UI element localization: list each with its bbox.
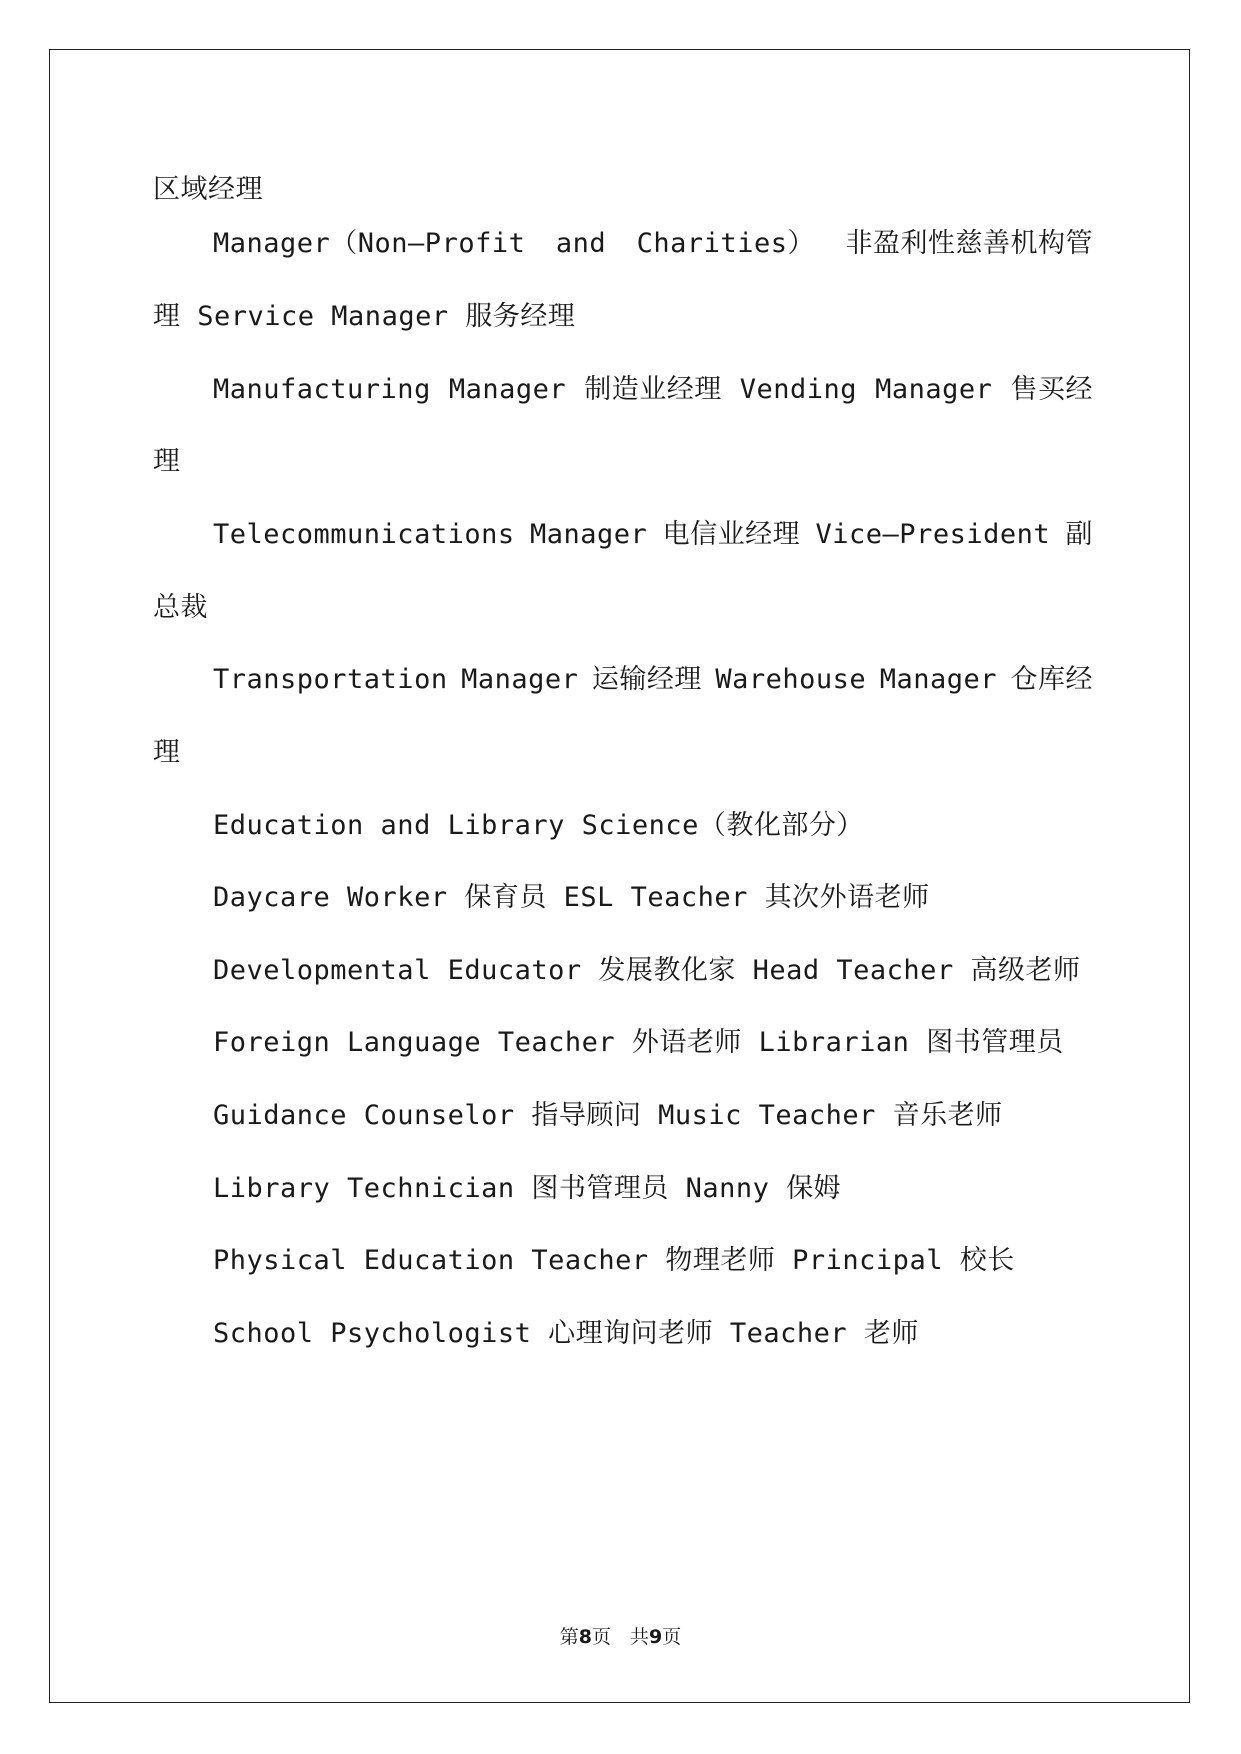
text-line-justified bbox=[213, 372, 1093, 408]
word: Manager bbox=[461, 664, 579, 695]
word: 运输经理 bbox=[591, 664, 702, 695]
text-line: 理 bbox=[153, 737, 181, 768]
word: Transportation bbox=[213, 664, 448, 695]
word: Manager bbox=[448, 374, 567, 405]
text-line: 总裁 bbox=[153, 592, 208, 623]
footer-suffix: 页 bbox=[662, 1626, 682, 1648]
word: Charities） bbox=[636, 228, 815, 259]
word: Vice—President bbox=[815, 519, 1051, 550]
word: Telecommunications bbox=[213, 519, 515, 550]
text-line: 理 Service Manager 服务经理 bbox=[153, 301, 576, 332]
text-line: Daycare Worker 保育员 ESL Teacher 其次外语老师 bbox=[213, 882, 930, 913]
section-heading: Education and Library Science（教化部分） bbox=[213, 810, 864, 841]
word: Manager（Non—Profit bbox=[213, 228, 526, 259]
word: 电信业经理 bbox=[662, 519, 801, 550]
word: Manager bbox=[879, 664, 997, 695]
word: 仓库经 bbox=[1010, 664, 1093, 695]
text-line: Guidance Counselor 指导顾问 Music Teacher 音乐老师 bbox=[213, 1100, 1003, 1131]
text-line-justified bbox=[213, 662, 1093, 698]
text-line: Foreign Language Teacher 外语老师 Librarian 图书管理员 bbox=[213, 1027, 1064, 1058]
word: 副 bbox=[1065, 519, 1093, 550]
text-line-justified bbox=[213, 517, 1093, 553]
word: Manufacturing bbox=[213, 374, 431, 405]
page-border bbox=[49, 49, 1190, 1703]
word: Manager bbox=[875, 374, 993, 405]
total-pages-number: 9 bbox=[649, 1626, 663, 1648]
text-line-justified bbox=[213, 226, 1093, 262]
word: and bbox=[555, 228, 607, 259]
text-line: 理 bbox=[153, 446, 181, 477]
footer-prefix: 第 bbox=[559, 1626, 579, 1648]
text-line: 区域经理 bbox=[153, 174, 263, 205]
current-page-number: 8 bbox=[578, 1626, 592, 1648]
word: 非盈利性慈善机构管 bbox=[845, 228, 1093, 259]
page-footer bbox=[0, 1622, 1241, 1649]
footer-mid: 页 共 bbox=[591, 1626, 649, 1648]
word: Manager bbox=[529, 519, 648, 550]
word: 售买经 bbox=[1010, 374, 1093, 405]
word: Warehouse bbox=[715, 664, 867, 695]
text-line: Physical Education Teacher 物理老师 Principal 校长 bbox=[213, 1245, 1015, 1276]
text-line: Developmental Educator 发展教化家 Head Teacher 高级老师 bbox=[213, 955, 1081, 986]
text-line: Library Technician 图书管理员 Nanny 保姆 bbox=[213, 1173, 842, 1204]
word: Vending bbox=[739, 374, 858, 405]
word: 制造业经理 bbox=[584, 374, 722, 405]
text-line: School Psychologist 心理询问老师 Teacher 老师 bbox=[213, 1318, 919, 1349]
